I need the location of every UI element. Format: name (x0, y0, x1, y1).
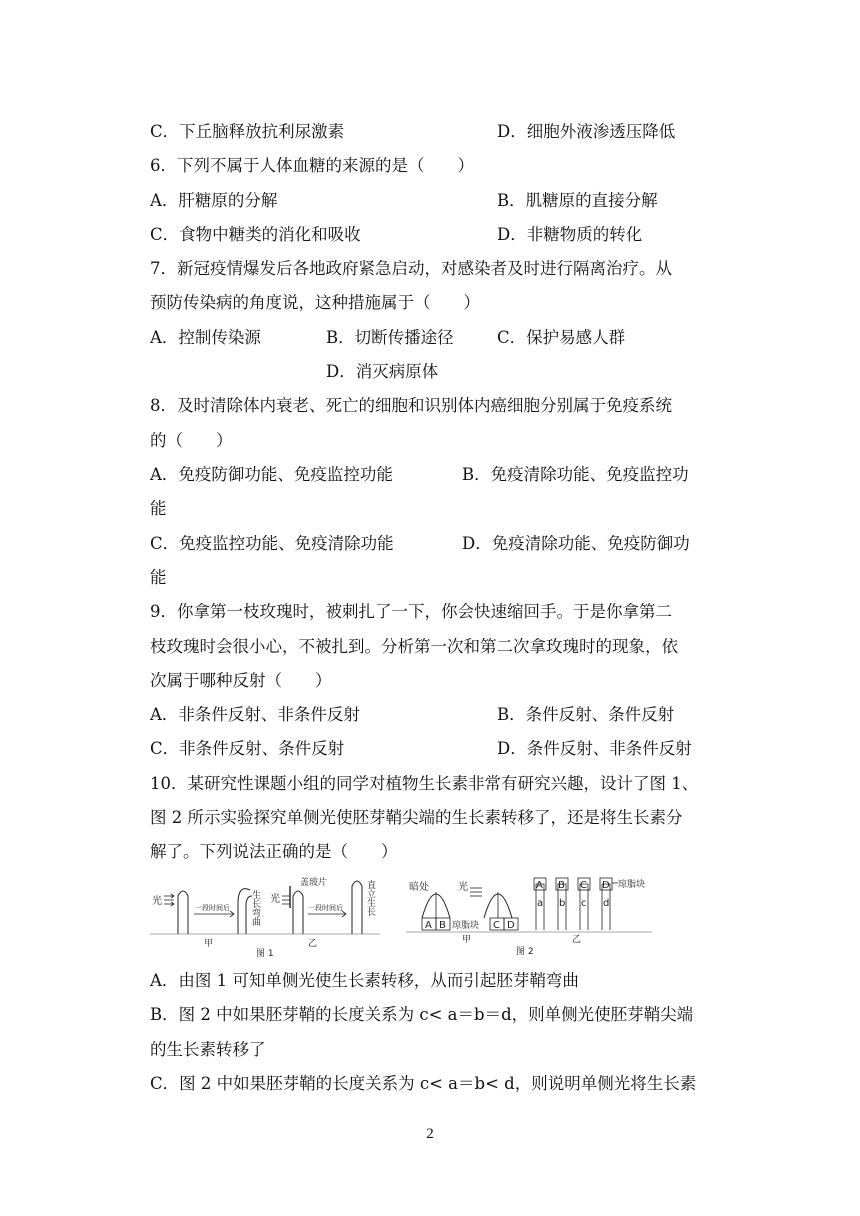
q8-option-c: C．免疫监控功能、免疫清除功能 (150, 534, 394, 553)
coleoptile-icon (293, 891, 303, 934)
svg-text:a: a (537, 898, 544, 909)
q10-stem-line2: 图 2 所示实验探究单侧光使胚芽鞘尖端的生长素转移了，还是将生长素分 (150, 808, 683, 827)
q6-option-a: A．肝糖原的分解 (150, 191, 278, 210)
fig1-caption: 图 1 (256, 949, 274, 959)
q6-option-b: B．肌糖原的直接分解 (497, 191, 658, 210)
q7-option-c: C．保护易感人群 (497, 328, 626, 347)
figure-2 (406, 874, 652, 960)
q8-stem-line1: 8．及时清除体内衰老、死亡的细胞和识别体内癌细胞分别属于免疫系统 (150, 396, 672, 415)
coleoptile-icon (178, 891, 188, 934)
straight-coleoptile-icon (352, 881, 362, 934)
svg-text:A: A (536, 880, 543, 891)
figure-1 (150, 874, 380, 960)
q10-option-b-line2: 的生长素转移了 (150, 1040, 266, 1059)
fig1-light-label: 光 (152, 896, 162, 907)
fig2-jia: 甲 (462, 935, 472, 945)
svg-text:c: c (581, 898, 587, 909)
q9-stem-line2: 枝玫瑰时会很小心，不被扎到。分析第一次和第二次拿玫瑰时的现象，依 (150, 637, 678, 656)
q9-stem-line1: 9．你拿第一枝玫瑰时，被刺扎了一下，你会快速缩回手。于是你拿第二 (150, 602, 672, 621)
q6-stem: 6．下列不属于人体血糖的来源的是（ ） (150, 156, 474, 175)
svg-text:C: C (493, 920, 500, 931)
q7-stem-line2: 预防传染病的角度说，这种措施属于（ ） (150, 293, 480, 312)
q7-option-a: A．控制传染源 (150, 328, 261, 347)
light-arrows-icon (470, 888, 482, 896)
fig2-yi: 乙 (572, 935, 582, 945)
q10-stem-line3: 解了。下列说法正确的是（ ） (150, 842, 398, 861)
page-number: 2 (426, 1126, 434, 1142)
q6-option-d: D．非糖物质的转化 (497, 225, 643, 244)
svg-text:C: C (580, 880, 587, 891)
q9-option-c: C．非条件反射、条件反射 (150, 739, 345, 758)
svg-text:A: A (425, 920, 432, 931)
q9-option-a: A．非条件反射、非条件反射 (150, 705, 360, 724)
svg-text:D: D (507, 920, 515, 931)
q8-option-d: D．免疫清除功能、免疫防御功 (462, 534, 690, 553)
q10-option-b-line1: B．图 2 中如果胚芽鞘的长度关系为 c< a＝b＝d，则单侧光使胚芽鞘尖端 (150, 1005, 694, 1024)
svg-text:d: d (603, 898, 610, 909)
q7-option-b: B．切断传播途径 (326, 328, 454, 347)
svg-text:B: B (439, 920, 446, 931)
fig1-result-right: 直立生长 (365, 880, 375, 916)
q8-stem-line2: 的（ ） (150, 431, 233, 450)
q7-stem-line1: 7．新冠疫情爆发后各地政府紧急启动，对感染者及时进行隔离治疗。从 (150, 259, 672, 278)
q6-option-c: C．食物中糖类的消化和吸收 (150, 225, 361, 244)
svg-text:D: D (602, 880, 610, 891)
q10-option-c: C．图 2 中如果胚芽鞘的长度关系为 c< a＝b< d，则说明单侧光将生长素 (150, 1074, 697, 1093)
fig2-agar-label-2: 琼脂块 (618, 880, 646, 890)
fig1-arrow-text: 一段时间后 (195, 904, 230, 912)
q10-option-a: A．由图 1 可知单侧光使生长素转移，从而引起胚芽鞘弯曲 (150, 971, 579, 990)
fig2-agar-label: 琼脂块 (452, 921, 480, 931)
fig1-jia: 甲 (204, 939, 214, 949)
fig1-yi: 乙 (308, 939, 318, 949)
q9-stem-line3: 次属于哪种反射（ ） (150, 671, 332, 690)
q8-option-b-wrap: 能 (150, 499, 167, 518)
fig2-caption: 图 2 (516, 947, 534, 957)
svg-text:B: B (558, 880, 565, 891)
light-arrows-icon (164, 894, 174, 906)
q8-option-b: B．免疫清除功能、免疫监控功 (462, 465, 689, 484)
fig1-arrow-text-2: 一段时间后 (308, 904, 343, 912)
q8-option-d-wrap: 能 (150, 568, 167, 587)
fig2-dark-label: 暗处 (409, 882, 429, 893)
fig2-light-label: 光 (458, 882, 468, 893)
fig1-result-left: 生长弯曲 (250, 890, 260, 926)
q5-option-d: D．细胞外液渗透压降低 (497, 122, 676, 141)
q7-option-d: D．消灭病原体 (326, 362, 439, 381)
q10-stem-line1: 10．某研究性课题小组的同学对植物生长素非常有研究兴趣，设计了图 1、 (150, 774, 699, 793)
svg-text:b: b (559, 898, 566, 909)
q5-option-c: C．下丘脑释放抗利尿激素 (150, 122, 345, 141)
q8-option-a: A．免疫防御功能、免疫监控功能 (150, 465, 393, 484)
fig1-light-label-2: 光 (270, 894, 280, 905)
fig1-mica-label: 盖玻片 (300, 878, 328, 888)
coleoptile-row (534, 878, 645, 930)
q9-option-d: D．条件反射、非条件反射 (497, 739, 692, 758)
q9-option-b: B．条件反射、条件反射 (497, 705, 675, 724)
